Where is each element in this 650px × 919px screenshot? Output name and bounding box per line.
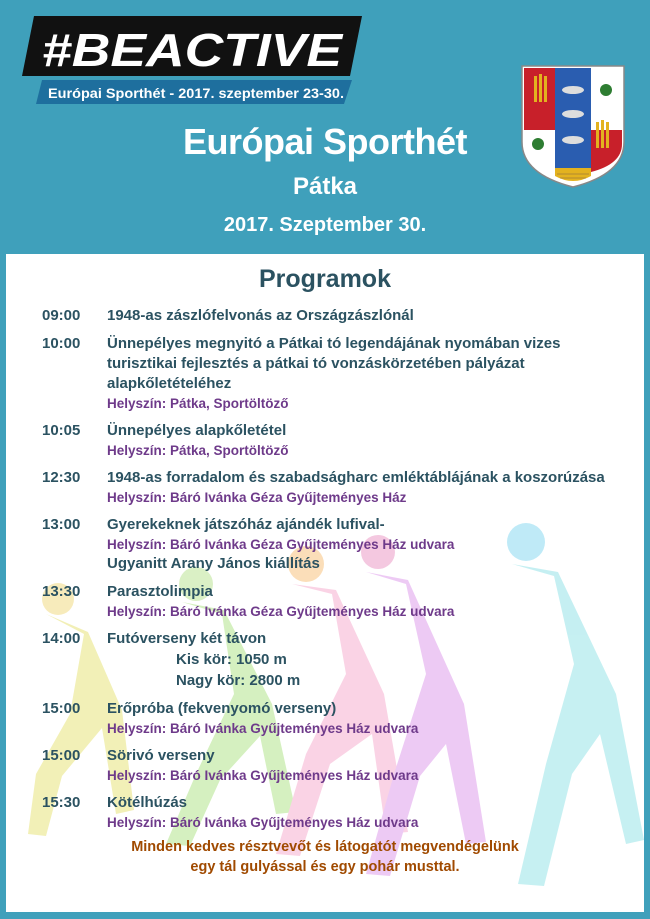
- logo-text: #BEACTIVE: [42, 24, 344, 76]
- item-time: 10:05: [42, 422, 81, 439]
- item-location: Helyszín: Báró Ivánka Géza Gyűjteményes Ház udvara: [107, 604, 455, 619]
- item-time: 14:00: [42, 630, 81, 647]
- schedule-list: [6, 306, 644, 840]
- footer-note: [6, 837, 644, 877]
- event-date: 2017. Szeptember 30.: [223, 214, 427, 236]
- item-time: 15:00: [42, 747, 81, 764]
- program-panel: [6, 254, 644, 912]
- item-title: 1948-as zászlófelvonás az Országzászlónál: [107, 307, 414, 324]
- item-title: Erőpróba (fekvenyomó verseny): [107, 700, 337, 717]
- schedule-item: [6, 582, 644, 621]
- item-location: Helyszín: Pátka, Sportöltöző: [107, 443, 289, 458]
- item-location: Helyszín: Báró Ivánka Géza Gyűjteményes Ház: [107, 490, 407, 505]
- item-location: Helyszín: Pátka, Sportöltöző: [107, 396, 289, 411]
- schedule-item: [6, 334, 644, 413]
- schedule-item: [6, 515, 644, 574]
- logo-subtitle: Európai Sporthét - 2017. szeptember 23-30.: [48, 85, 344, 101]
- schedule-item: [6, 468, 644, 507]
- item-title: Parasztolimpia: [107, 583, 213, 600]
- item-title: Ünnepélyes megnyitó a Pátkai tó legendájának nyomában vizes turisztikai fejlesztés a pátkai tó vonzáskörzetében pályázat alapkőletételéhez: [107, 335, 561, 392]
- item-title: Futóverseny két távon: [107, 630, 267, 647]
- event-town: Pátka: [292, 173, 358, 200]
- item-title: Ünnepélyes alapkőletétel: [107, 422, 287, 439]
- header-band: [0, 0, 650, 254]
- item-time: 13:30: [42, 583, 81, 600]
- schedule-item: [6, 746, 644, 785]
- programs-heading: Programok: [259, 265, 391, 293]
- item-location: Helyszín: Báró Ivánka Géza Gyűjteményes Ház udvara: [107, 537, 455, 552]
- item-time: 15:30: [42, 794, 81, 811]
- schedule-item: [6, 306, 644, 326]
- item-time: 13:00: [42, 516, 81, 533]
- item-distance-long: Nagy kör: 2800 m: [176, 672, 301, 689]
- item-location: Helyszín: Báró Ivánka Gyűjteményes Ház udvara: [107, 768, 419, 783]
- event-title: Európai Sporthét: [182, 121, 467, 162]
- item-time: 09:00: [42, 307, 81, 324]
- item-title: Kötélhúzás: [107, 794, 188, 811]
- item-title: Gyerekeknek játszóház ajándék lufival-: [107, 516, 385, 533]
- item-time: 15:00: [42, 700, 81, 717]
- schedule-item: [6, 629, 644, 691]
- beactive-logo: [22, 16, 362, 106]
- footer-line-2: egy tál gulyással és egy pohár musttal.: [190, 859, 460, 875]
- item-time: 10:00: [42, 335, 81, 352]
- schedule-item: [6, 699, 644, 738]
- item-title: Sörivó verseny: [107, 747, 215, 764]
- item-location: Helyszín: Báró Ivánka Gyűjteményes Ház udvara: [107, 815, 419, 830]
- item-location: Helyszín: Báró Ivánka Gyűjteményes Ház udvara: [107, 721, 419, 736]
- schedule-item: [6, 421, 644, 460]
- item-extra: Ugyanitt Arany János kiállítás: [107, 555, 320, 572]
- footer-line-1: Minden kedves résztvevőt és látogatót megvendégelünk: [131, 839, 519, 855]
- item-title: 1948-as forradalom és szabadságharc emléktáblájának a koszorúzása: [107, 469, 605, 486]
- schedule-item: [6, 793, 644, 832]
- item-time: 12:30: [42, 469, 81, 486]
- item-distance-short: Kis kör: 1050 m: [176, 651, 287, 668]
